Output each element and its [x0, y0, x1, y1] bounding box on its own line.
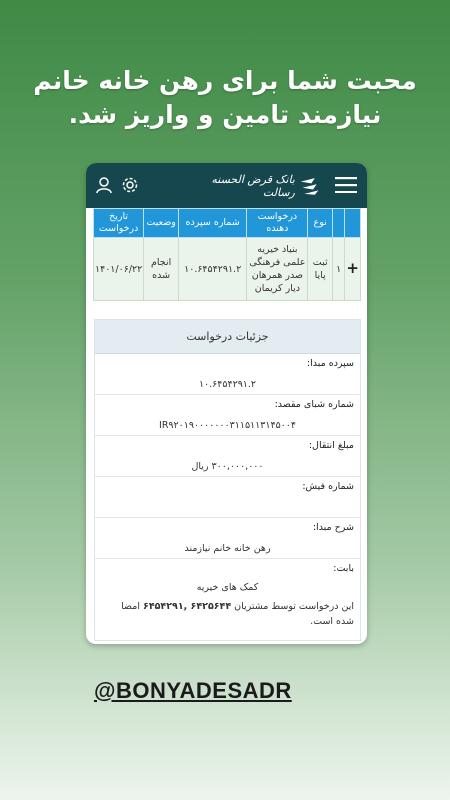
- receipt-label: شماره فیش:: [302, 481, 354, 492]
- detail-receipt: [95, 477, 360, 518]
- table-header-row: [94, 209, 361, 238]
- row-requester: بنیاد خیریه علمی فرهنگی صدر همرهان دیار کریمان: [247, 238, 308, 301]
- amount-value: ۳۰۰,۰۰۰,۰۰۰ ریال: [191, 461, 264, 472]
- expand-row-button[interactable]: [345, 238, 361, 301]
- row-index: ۱: [332, 238, 345, 301]
- signature-note-suffix: امضا شده است.: [121, 601, 354, 627]
- row-deposit: ۱۰.۶۴۵۴۲۹۱.۲: [179, 238, 247, 301]
- sheba-label: شماره شبای مقصد:: [274, 399, 354, 410]
- hamburger-menu-icon[interactable]: [335, 177, 357, 193]
- source-deposit-label: سپرده مبدا:: [306, 358, 354, 369]
- row-status: انجام شده: [144, 238, 179, 301]
- row-date: ۱۴۰۱/۰۶/۲۲: [94, 238, 144, 301]
- requests-table: [93, 208, 361, 301]
- description-label: شرح مبدا:: [312, 522, 354, 533]
- signature-note-prefix: این درخواست توسط مشتریان: [234, 601, 354, 612]
- detail-reason: [95, 559, 360, 639]
- reason-value: کمک های خیریه: [196, 582, 259, 593]
- description-value: رهن خانه خانم نیازمند: [184, 543, 271, 554]
- app-bar: [86, 163, 367, 208]
- signature-note: [101, 599, 354, 629]
- user-icon[interactable]: [94, 175, 114, 195]
- detail-sheba: [95, 395, 360, 436]
- detail-source-deposit: [95, 354, 360, 395]
- signature-note-ids: ۶۴۲۵۶۴۴ ,۶۴۵۴۲۹۱: [143, 601, 232, 612]
- gear-icon[interactable]: [120, 175, 140, 195]
- sheba-value: IR۹۲۰۱۹۰۰۰۰۰۰۰۳۱۱۵۱۱۳۱۴۵۰۰۴: [159, 420, 296, 431]
- bank-logo-text: بانک قرض الحسنه رسالت: [211, 173, 295, 199]
- table-header-expand: [345, 209, 361, 238]
- bank-logo-icon: [299, 175, 320, 197]
- table-row[interactable]: [94, 238, 361, 301]
- details-title: جزئیات درخواست: [95, 320, 360, 354]
- headline: محبت شما برای رهن خانه خانم نیازمند تامین و واریز شد.: [33, 66, 417, 129]
- table-header-date: تاریخ درخواست: [94, 209, 144, 238]
- table-header-requester: درخواست دهنده: [247, 209, 308, 238]
- row-type: ثبت پایا: [308, 238, 332, 301]
- reason-label: بابت:: [333, 563, 354, 574]
- plus-icon[interactable]: +: [346, 258, 359, 277]
- amount-label: مبلغ انتقال:: [308, 440, 354, 451]
- source-deposit-value: ۱۰.۶۴۵۴۲۹۱.۲: [198, 379, 257, 390]
- table-header-index: [332, 209, 345, 238]
- bank-logo: [190, 173, 320, 199]
- table-header-type: نوع: [308, 209, 332, 238]
- request-details-panel: [94, 319, 361, 641]
- instagram-handle[interactable]: @BONYADESADR: [94, 678, 292, 703]
- table-header-status: وضعیت: [144, 209, 179, 238]
- app-screenshot: [86, 163, 367, 644]
- table-header-deposit: شماره سپرده: [179, 209, 247, 238]
- detail-description: [95, 518, 360, 559]
- detail-amount: [95, 436, 360, 477]
